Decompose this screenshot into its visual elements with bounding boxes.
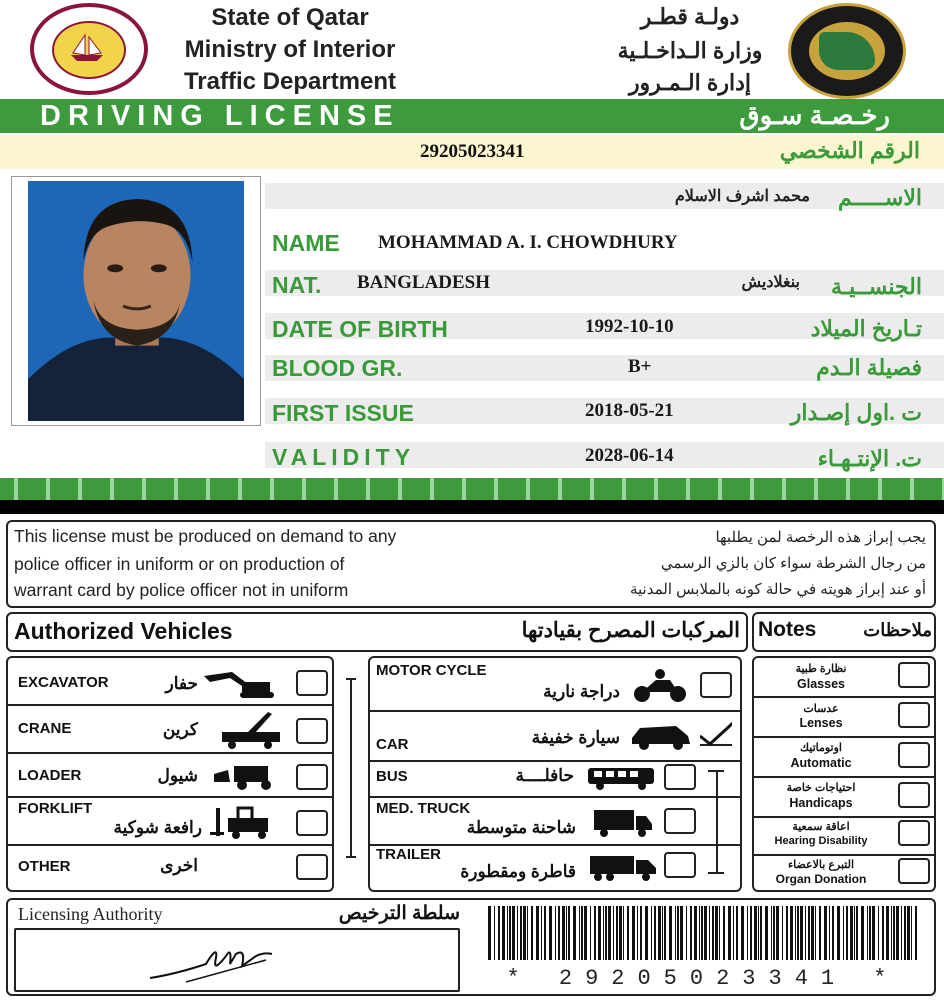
notice-ar-line1: يجب إبراز هذه الرخصة لمن يطلبها — [715, 529, 926, 546]
note-automatic: Automatic — [790, 756, 852, 770]
validity-label: VALIDITY — [272, 444, 416, 470]
blood-group-label-ar: فصيلة الـدم — [816, 355, 922, 380]
qatar-moi-emblem — [30, 3, 148, 95]
note-handicaps: Handicaps — [789, 796, 853, 810]
dob-label-ar: تـاريخ الميلاد — [810, 316, 922, 341]
header-department-ar: إدارة الـمـرور — [628, 70, 752, 95]
blood-group-value: B+ — [628, 356, 652, 377]
nationality-value: BANGLADESH — [357, 272, 491, 293]
dhow-icon — [67, 33, 107, 63]
vehicle-car-label: CAR — [376, 736, 409, 753]
vehicle-excavator-label: EXCAVATOR — [18, 674, 109, 691]
personal-id-label-ar: الرقم الشخصي — [779, 138, 920, 163]
loader-checkbox[interactable] — [296, 764, 328, 790]
licensing-authority-label: Licensing Authority — [18, 904, 163, 924]
holder-photo — [11, 176, 261, 426]
vehicle-excavator-label-ar: حفار — [165, 674, 198, 693]
note-hearing-ar: اعاقة سمعية — [792, 821, 850, 833]
trailer-checkbox[interactable] — [664, 852, 696, 878]
blood-group-label: BLOOD GR. — [272, 355, 403, 381]
dob-label: DATE OF BIRTH — [272, 316, 448, 342]
car-icon — [630, 720, 692, 750]
note-handicaps-ar: احتياجات خاصة — [786, 782, 856, 794]
trailer-truck-icon — [588, 852, 658, 882]
vehicle-loader-label: LOADER — [18, 767, 82, 784]
automatic-checkbox[interactable] — [898, 742, 930, 768]
person-portrait-icon — [28, 181, 244, 421]
gcc-emblem — [788, 3, 906, 99]
excavator-icon — [202, 670, 276, 700]
name-value-ar: محمد اشرف الاسلام — [674, 188, 810, 205]
first-issue-label: FIRST ISSUE — [272, 400, 414, 426]
organ-donation-checkbox[interactable] — [898, 858, 930, 884]
header-ministry: Ministry of Interior — [184, 36, 396, 63]
checkmark-icon — [700, 720, 732, 746]
bus-checkbox[interactable] — [664, 764, 696, 790]
note-lenses: Lenses — [799, 716, 843, 730]
validity-value: 2028-06-14 — [585, 445, 674, 466]
vehicle-crane-label-ar: كرين — [162, 720, 198, 739]
vehicle-medium-truck-label: MED. TRUCK — [376, 800, 471, 817]
truck-icon — [592, 808, 654, 838]
vehicle-other-label: OTHER — [18, 858, 71, 875]
vehicle-bus-label: BUS — [376, 768, 408, 785]
forklift-icon — [210, 804, 280, 840]
note-glasses-ar: نظارة طبية — [795, 663, 847, 675]
notes-panel — [752, 656, 936, 892]
notice-ar-line2: من رجال الشرطة سواء كان بالزي الرسمي — [660, 555, 926, 572]
first-issue-value: 2018-05-21 — [585, 400, 674, 421]
card-divider — [0, 500, 944, 514]
nationality-label-ar: الجنســيـة — [830, 274, 922, 299]
nationality-value-ar: بنغلاديش — [741, 274, 800, 291]
car-checkbox[interactable] — [700, 720, 732, 746]
vehicle-car-label-ar: سيارة خفيفة — [531, 728, 620, 747]
name-label-ar: الاســـــم — [838, 185, 922, 210]
crane-icon — [218, 710, 282, 750]
personal-id-value: 29205023341 — [420, 141, 525, 162]
signature-icon — [146, 934, 276, 988]
authorized-title-ar: المركبات المصرح بقيادتها — [521, 619, 740, 642]
motorcycle-icon — [630, 668, 690, 704]
header-state-ar: دولـة قطـر — [640, 4, 740, 29]
vehicle-trailer-label-ar: قاطرة ومقطورة — [460, 862, 576, 881]
glasses-checkbox[interactable] — [898, 662, 930, 688]
note-glasses: Glasses — [797, 677, 845, 691]
hearing-checkbox[interactable] — [898, 820, 930, 846]
lenses-checkbox[interactable] — [898, 702, 930, 728]
notice-en-line3: warrant card by police officer not in uniform — [14, 580, 349, 600]
excavator-checkbox[interactable] — [296, 670, 328, 696]
decorative-border — [0, 478, 944, 500]
notice-ar-line3: أو عند إبراز هويته في حالة كونه بالملابس المدنية — [629, 581, 926, 598]
vehicle-forklift-label-ar: رافعة شوكية — [113, 818, 202, 837]
note-automatic-ar: اوتوماتيك — [799, 742, 842, 754]
notes-title-ar: ملاحظات — [863, 620, 932, 640]
authorized-title: Authorized Vehicles — [14, 618, 233, 644]
licensing-authority-label-ar: سلطة الترخيص — [338, 903, 460, 924]
nationality-label: NAT. — [272, 272, 322, 298]
vehicle-motorcycle-label: MOTOR CYCLE — [376, 662, 487, 679]
notes-title: Notes — [758, 618, 817, 641]
name-value: MOHAMMAD A. I. CHOWDHURY — [378, 232, 678, 253]
motorcycle-checkbox[interactable] — [700, 672, 732, 698]
first-issue-label-ar: ت .اول إصـدار — [790, 400, 922, 425]
vehicle-other-label-ar: اخرى — [160, 856, 198, 875]
vehicle-motorcycle-label-ar: دراجة نارية — [543, 682, 620, 701]
vehicle-loader-label-ar: شيول — [157, 766, 198, 785]
forklift-checkbox[interactable] — [296, 810, 328, 836]
vehicle-crane-label: CRANE — [18, 720, 72, 737]
notice-en-line1: This license must be produced on demand to any — [14, 526, 397, 546]
signature-box — [14, 928, 460, 992]
header-department: Traffic Department — [183, 68, 397, 95]
handicaps-checkbox[interactable] — [898, 782, 930, 808]
license-title: DRIVING LICENSE — [40, 100, 400, 132]
name-label: NAME — [272, 230, 340, 256]
license-title-ar: رخـصـة سـوق — [739, 100, 890, 130]
note-lenses-ar: عدسات — [803, 703, 839, 715]
header-state: State of Qatar — [211, 4, 369, 31]
vehicle-forklift-label: FORKLIFT — [18, 800, 93, 817]
vehicle-bus-label-ar: حافلــــة — [515, 766, 574, 785]
barcode — [488, 906, 918, 960]
barcode-number: * 29205023341 * — [506, 966, 900, 991]
note-hearing: Hearing Disability — [774, 835, 868, 847]
note-organ: Organ Donation — [775, 872, 867, 886]
header-ministry-ar: وزارة الـداخـلـية — [617, 38, 763, 63]
dob-value: 1992-10-10 — [585, 316, 674, 337]
note-organ-ar: التبرع بالاعضاء — [787, 859, 855, 871]
crane-checkbox[interactable] — [296, 718, 328, 744]
vehicle-medium-truck-label-ar: شاحنة متوسطة — [466, 818, 576, 837]
bus-icon — [586, 764, 656, 792]
medium-truck-checkbox[interactable] — [664, 808, 696, 834]
other-checkbox[interactable] — [296, 854, 328, 880]
license-back — [0, 514, 944, 1000]
vehicle-trailer-label: TRAILER — [376, 846, 441, 863]
loader-icon — [212, 760, 286, 790]
validity-label-ar: ت. الإنتـهـاء — [817, 446, 922, 471]
notice-en-line2: police officer in uniform or on production of — [14, 554, 345, 574]
